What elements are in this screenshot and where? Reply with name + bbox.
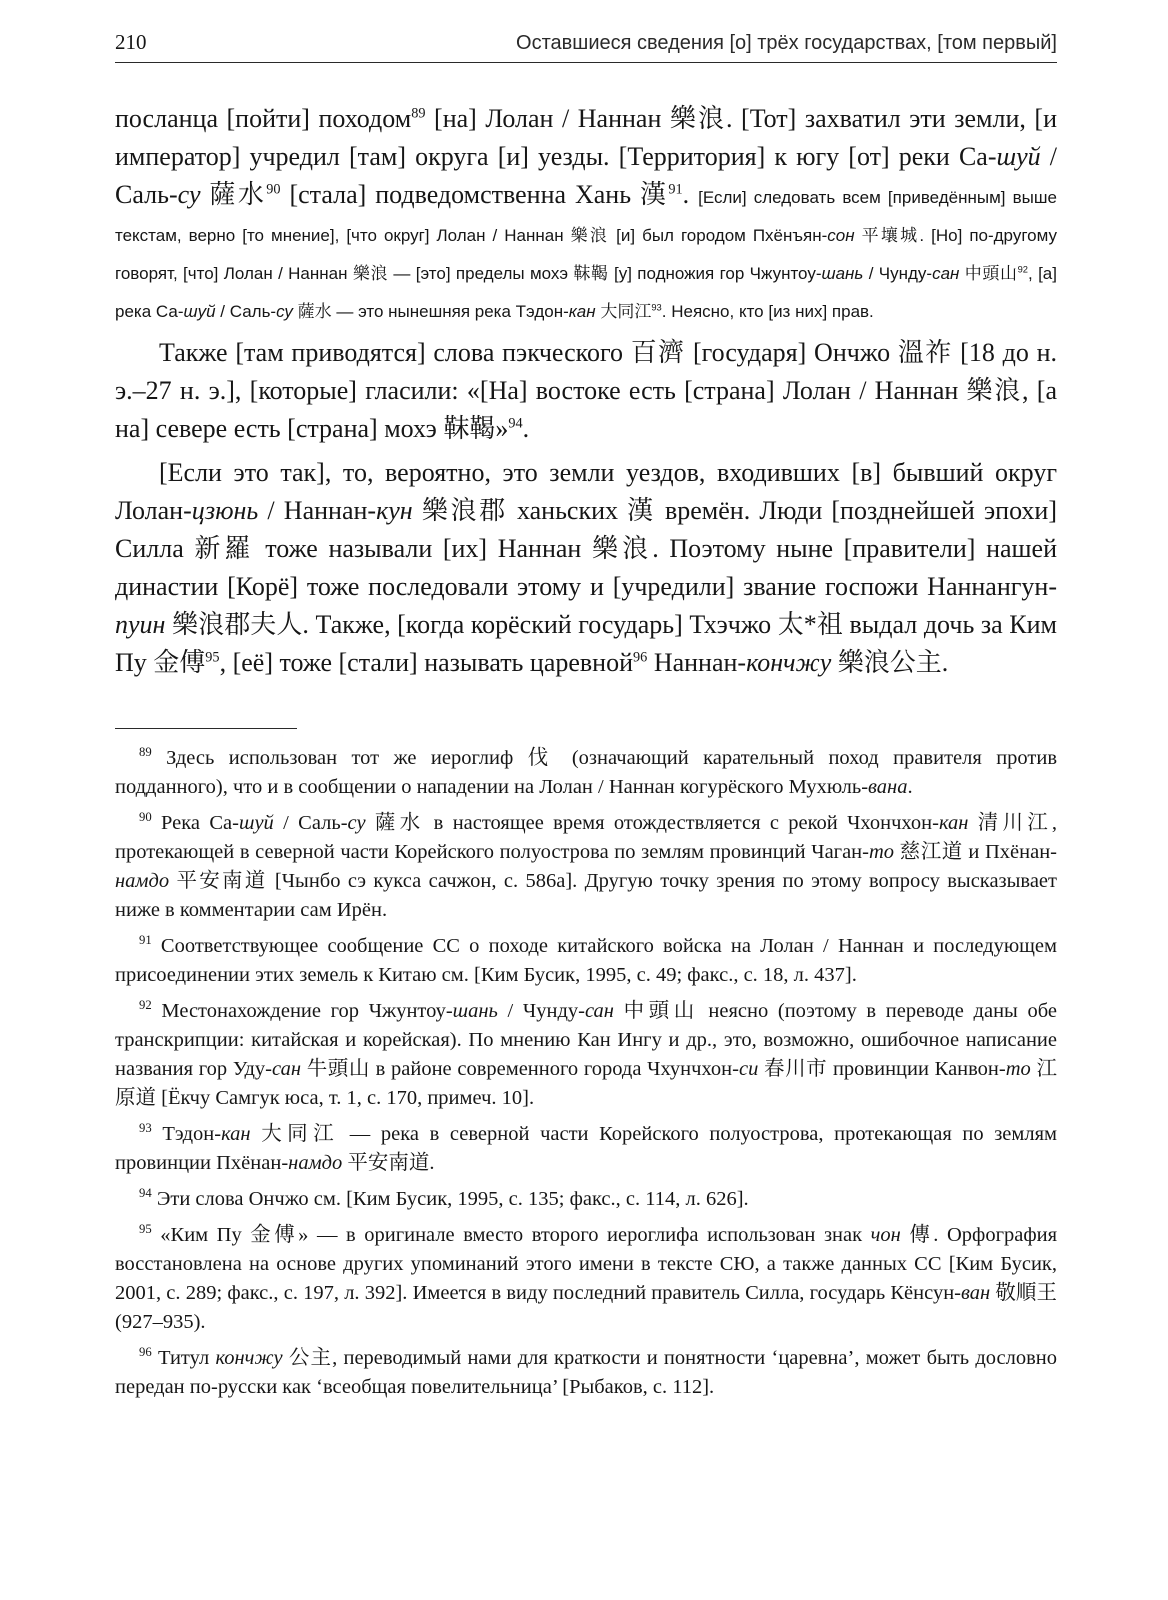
- italic-term: шуй: [238, 812, 274, 834]
- italic-term: кончжу: [215, 1347, 283, 1369]
- italic-term: кан: [938, 812, 969, 834]
- italic-term: сан: [584, 1000, 614, 1022]
- text-run: Наннан-: [647, 648, 747, 677]
- running-title: Оставшиеся сведения [о] трёх государствах, [том первый]: [516, 32, 1057, 54]
- footnote-text: [115, 1347, 1057, 1398]
- italic-term: су: [177, 180, 201, 209]
- footnote-ref: 96: [633, 649, 648, 666]
- page-header: [115, 30, 1057, 63]
- footnote-ref: 91: [668, 181, 683, 198]
- footnote-number: 94: [139, 1186, 152, 1201]
- text-run: [стала] подведомственна Хань 漢: [280, 180, 669, 209]
- footnote-ref: 93: [651, 302, 662, 313]
- paragraph-3: [115, 454, 1057, 682]
- footnote-89: [115, 744, 1057, 802]
- footnote-text: [157, 1188, 749, 1210]
- text-run: , [а] река Са-: [115, 264, 1057, 321]
- footnote-96: [115, 1344, 1057, 1402]
- footnote-95: [115, 1221, 1057, 1337]
- text-run: Эти слова Ончжо см. [Ким Бусик, 1995, с. 135; факс., с. 114, л. 626].: [156, 1188, 749, 1210]
- italic-term: кан: [568, 302, 596, 321]
- footnote-92: [115, 997, 1057, 1113]
- italic-term: шань: [821, 264, 864, 283]
- footnote-number: 95: [139, 1222, 152, 1237]
- footnote-94: [115, 1185, 1057, 1214]
- text-run: Также [там приводятся] слова пэкческого 百濟 [государя] Ончжо 溫祚 [18 до н. э.–27 н. э.], [которые] гласили: «[На] востоке есть [страна] Лолан / Наннан 樂浪, [а на] севере есть [страна] мохэ 靺鞨»: [115, 338, 1057, 443]
- text-run: 平安南道.: [342, 1152, 435, 1174]
- italic-term: ван: [961, 1282, 991, 1304]
- italic-term: намдо: [288, 1152, 343, 1174]
- italic-term: сан: [932, 264, 960, 283]
- text-run: [Если] следовать всем [приведённым] выше текстам, верно [то мнение], [что округ] Лолан / Наннан 樂浪 [и] был городом Пхёнъян-: [115, 188, 1057, 245]
- footnote-ref: 89: [411, 105, 426, 122]
- text-run: 春川市 провинции Канвон-: [758, 1058, 1006, 1080]
- text-run: 牛頭山 в районе современного города Чхунчхон-: [301, 1058, 739, 1080]
- text-run: / Чунду-: [863, 264, 933, 283]
- text-run: 清川江, протекающей в северной части Корейского полуострова по землям провинций Чаган-: [115, 812, 1058, 863]
- italic-term: сон: [827, 226, 855, 245]
- text-run: , [её] тоже [стали] называть царевной: [219, 648, 634, 677]
- italic-term: кун: [376, 496, 413, 525]
- italic-term: кончжу: [746, 648, 832, 677]
- text-run: Местонахождение гор Чжунтоу-: [161, 1000, 453, 1022]
- text-run: Титул: [157, 1347, 216, 1369]
- italic-term: сан: [272, 1058, 301, 1080]
- italic-term: намдо: [115, 870, 170, 892]
- italic-term: шуй: [996, 142, 1041, 171]
- text-run: 中頭山: [959, 264, 1018, 283]
- text-run: 平安南道 [Чынбо сэ кукса сачжон, с. 586а]. Другую точку зрения по этому вопросу высказывает ниже в комментарии сам Ирён.: [115, 870, 1057, 921]
- footnote-text: [115, 1224, 1057, 1333]
- text-run: 中頭山 неясно (поэтому в переводе даны обе транскрипции: китайская и корейская). По мнению Кан Ингу и др., это, возможно, ошибочное написание названия гор Уду-: [115, 1000, 1058, 1080]
- footnote-text: [115, 1000, 1057, 1109]
- text-run: [Если это так], то, вероятно, это земли уездов, входивших [в] бывший округ Лолан-: [115, 458, 1057, 525]
- text-run: . Неясно, кто [из них] прав.: [661, 302, 874, 321]
- text-run: «Ким Пу 金傅» — в оригинале вместо второго иероглифа использован знак: [160, 1224, 871, 1246]
- page-number: 210: [115, 30, 147, 54]
- text-run: Тэдон-: [162, 1123, 222, 1145]
- footnote-text: [115, 747, 1057, 798]
- footnote-ref: 92: [1017, 264, 1029, 275]
- footnote-separator: [115, 728, 297, 729]
- main-text: [115, 100, 1057, 682]
- footnote-91: [115, 932, 1057, 990]
- footnote-90: [115, 809, 1057, 925]
- text-run: .: [907, 776, 913, 798]
- text-run: .: [682, 180, 699, 209]
- footnote-text: [115, 1123, 1057, 1174]
- footnote-ref: 95: [205, 649, 220, 666]
- footnote-ref: 94: [508, 415, 523, 432]
- text-run: / Чунду-: [497, 1000, 585, 1022]
- footnote-93: [115, 1120, 1057, 1178]
- text-run: 薩水 — это нынешняя река Тэдон-: [292, 302, 569, 321]
- text-run: .: [522, 414, 530, 443]
- paragraph-1: [115, 100, 1057, 328]
- italic-term: шань: [452, 1000, 498, 1022]
- text-run: [на] Лолан / Наннан 樂浪. [Тот] захватил эти земли, [и император] учредил [там] округа [и] уезды. [Территория] к югу [от] реки Са-: [115, 104, 1058, 171]
- italic-term: пуин: [115, 610, 166, 639]
- text-run: 平壤城. [Но] по-другому говорят, [что] Лолан / Наннан 樂浪 — [это] пределы мохэ 靺鞨 [у] подножия гор Чжунтоу-: [115, 226, 1057, 283]
- text-run: 樂浪郡 ханьских 漢 времён. Люди [позднейшей эпохи] Силла 新羅 тоже называли [их] Наннан 樂浪. Поэтому ныне [правители] нашей династии [Корё] тоже последовали этому и [учредили] звание госпожи Наннангун-: [115, 496, 1057, 601]
- text-run: 薩水 в настоящее время отождествляется с рекой Чхончхон-: [365, 812, 939, 834]
- footnote-number: 93: [139, 1121, 152, 1136]
- text-run: 慈江道 и Пхёнан-: [894, 841, 1057, 863]
- text-run: 敬順王 (927–935).: [115, 1282, 1057, 1333]
- footnote-number: 91: [139, 933, 152, 948]
- text-run: / Саль-: [215, 302, 277, 321]
- footnote-text: [115, 935, 1057, 986]
- footnote-number: 89: [139, 745, 152, 760]
- italic-term: су: [347, 812, 366, 834]
- text-run: 樂浪公主.: [831, 648, 949, 677]
- italic-term: цзюнь: [191, 496, 259, 525]
- italic-term: шуй: [183, 302, 216, 321]
- footnotes: [115, 744, 1057, 1409]
- text-run: посланца [пойти] походом: [115, 104, 412, 133]
- footnote-number: 90: [139, 810, 152, 825]
- footnote-ref: 90: [266, 181, 281, 198]
- text-run: Река Са-: [161, 812, 239, 834]
- paragraph-2: [115, 334, 1057, 448]
- footnote-text: [115, 812, 1057, 921]
- footnote-number: 92: [139, 998, 152, 1013]
- italic-term: то: [1005, 1058, 1031, 1080]
- text-run: 大同江: [595, 302, 652, 321]
- text-run: 大同江 — река в северной части Корейского полуострова, протекающая по землям провинции Пхёнан-: [115, 1123, 1057, 1174]
- text-run: 薩水: [200, 180, 267, 209]
- italic-term: су: [276, 302, 293, 321]
- text-run: / Саль-: [115, 142, 1057, 209]
- italic-term: вана: [868, 776, 908, 798]
- italic-term: кан: [221, 1123, 251, 1145]
- italic-term: си: [738, 1058, 759, 1080]
- text-run: / Наннан-: [258, 496, 377, 525]
- text-run: 公主, переводимый нами для краткости и понятности ‘царевна’, может быть дословно передан по-русски как ‘всеобщая повелительница’ [Рыбаков, с. 112].: [115, 1347, 1058, 1398]
- italic-term: чон: [870, 1224, 901, 1246]
- text-run: 傳. Орфография восстановлена на основе других упоминаний этого имени в тексте СЮ, а также данных СС [Ким Бусик, 2001, с. 289; факс., с. 197, л. 392]. Имеется в виду последний правитель Силла, государь Кёнсун-: [115, 1224, 1058, 1304]
- text-run: 樂浪郡夫人. Также, [когда корёский государь] Тхэчжо 太*祖 выдал дочь за Ким Пу 金傅: [115, 610, 1057, 677]
- text-run: Здесь использован тот же иероглиф 伐 (означающий карательный поход правителя против подданного), что и в сообщении о нападении на Лолан / Наннан когурёского Мухюль-: [115, 747, 1058, 798]
- italic-term: то: [868, 841, 895, 863]
- text-run: / Саль-: [273, 812, 348, 834]
- footnote-number: 96: [139, 1345, 152, 1360]
- text-run: 江原道 [Ёкчу Самгук юса, т. 1, с. 170, примеч. 10].: [115, 1058, 1057, 1109]
- text-run: Соответствующее сообщение СС о походе китайского войска на Лолан / Наннан и последующем присоединении этих земель к Китаю см. [Ким Бусик, 1995, с. 49; факс., с. 18, л. 437].: [115, 935, 1058, 986]
